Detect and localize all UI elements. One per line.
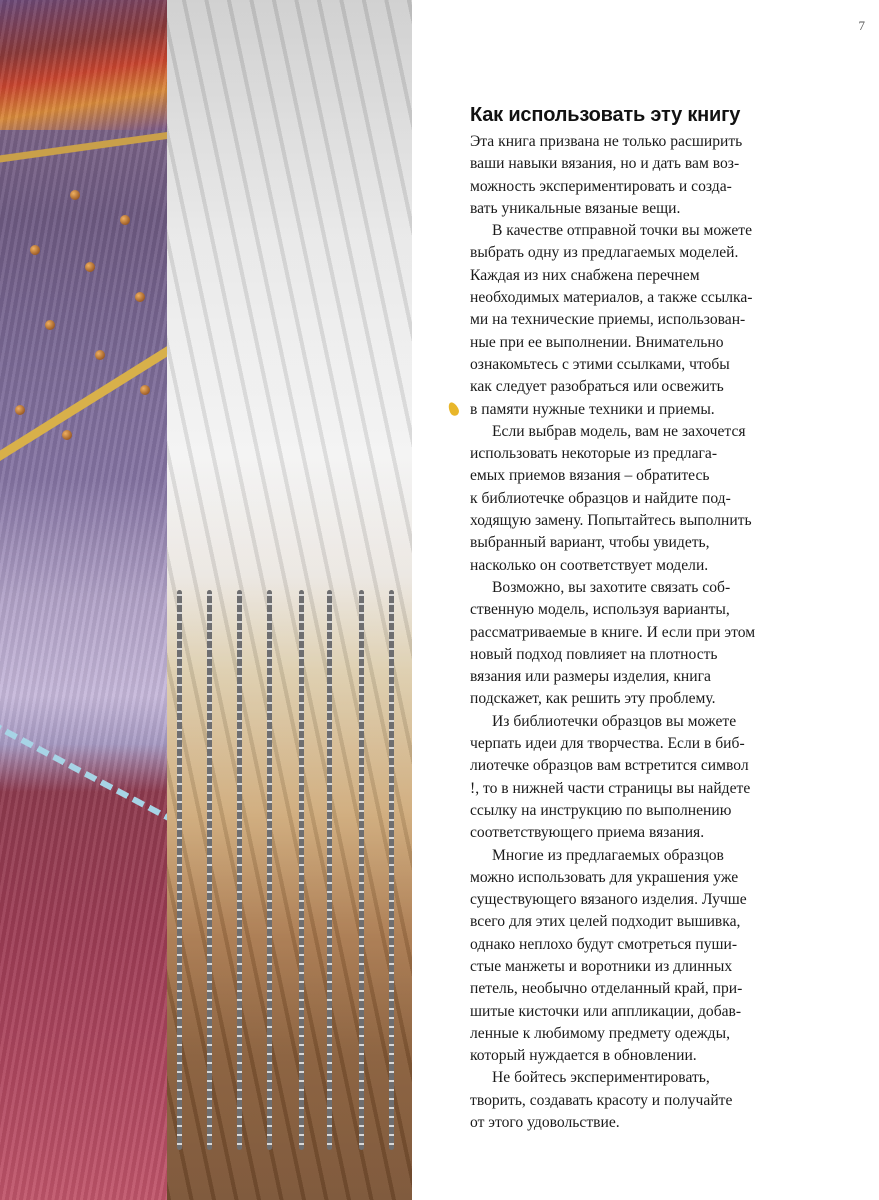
text-line: творить, создавать красоту и получайте [470,1091,733,1109]
text-line: использовать некоторые из предлага- [470,445,718,463]
text-line: емых приемов вязания – обратитесь [470,467,710,485]
text-line: Не бойтесь экспериментировать, [492,1069,710,1087]
bead [45,320,55,330]
page-number: 7 [858,18,865,33]
text-line: вать уникальные вязаные вещи. [470,199,681,217]
text-line: насколько он соответствует модели. [470,556,709,574]
text-line: как следует разобраться или освежить [470,378,724,396]
paragraph [470,220,815,421]
bead-chain [327,590,332,1150]
paragraph [470,131,815,220]
text-line: черпать идеи для творчества. Если в биб- [470,735,745,753]
bead [85,262,95,272]
bead-chain [207,590,212,1150]
bead-chain [267,590,272,1150]
bead [135,292,145,302]
bead [70,190,80,200]
paragraph [470,711,815,845]
paragraph [470,421,815,577]
article-body [470,131,815,1134]
rib-texture [167,0,412,1200]
paragraph [470,845,815,1068]
text-line: выбрать одну из предлагаемых моделей. [470,244,739,262]
text-line: Эта книга призвана не только расширить [470,133,743,150]
text-line: вязания или размеры изделия, книга [470,668,711,686]
text-line: к библиотечке образцов и найдите под- [470,489,731,507]
text-line: лиотечке образцов вам встретится символ [470,757,749,775]
knit-texture [0,0,167,1200]
bead-chain [299,590,304,1150]
text-line: от этого удовольствие. [470,1114,620,1132]
bead [95,350,105,360]
text-line: однако неплохо будут смотреться пуши- [470,935,738,953]
bead [15,405,25,415]
text-line: в памяти нужные техники и приемы. [470,400,715,418]
text-line: ми на технические приемы, использован- [470,311,746,329]
text-line: всего для этих целей подходит вышивка, [470,913,741,931]
text-line: который нуждается в обновлении. [470,1047,697,1065]
text-line: существующего вязаного изделия. Лучше [470,891,747,909]
text-line: можно использовать для украшения уже [470,868,739,886]
text-line: ленные к любимому предмету одежды, [470,1024,730,1042]
text-line: шитые кисточки или аппликации, добав- [470,1002,742,1020]
article [470,104,815,1134]
text-line: стые манжеты и воротники из длинных [470,957,733,975]
text-line: ходящую замену. Попытайтесь выполнить [470,512,752,530]
knitted-swatches-photo [0,0,167,1200]
bead-chain [177,590,182,1150]
text-line: можность экспериментировать и созда- [470,177,732,195]
article-title: Как использовать эту книгу [470,104,741,126]
text-line: Каждая из них снабжена перечнем [470,266,700,284]
text-line: ственную модель, используя варианты, [470,601,730,619]
beaded-knit-photo [167,0,412,1200]
text-line: ные при ее выполнении. Внимательно [470,333,724,351]
text-line: Если выбрав модель, вам не захочется [492,422,746,440]
text-line: необходимых материалов, а также ссылка- [470,289,753,307]
text-line: соответствующего приема вязания. [470,824,705,842]
text-line: !, то в нижней части страницы вы найдете [470,779,751,797]
text-line: ваши навыки вязания, но и дать вам воз- [470,155,740,173]
bead-chain [389,590,394,1150]
bead-chain [237,590,242,1150]
text-line: выбранный вариант, чтобы увидеть, [470,534,710,552]
text-line: В качестве отправной точки вы можете [492,222,753,240]
bead [120,215,130,225]
bead [62,430,72,440]
leaf-marker-icon [446,401,460,417]
bead [140,385,150,395]
text-line: Многие из предлагаемых образцов [492,846,724,864]
text-line: ссылку на инструкцию по выполнению [470,801,732,819]
text-line: рассматриваемые в книге. И если при этом [470,623,756,641]
text-line: подскажет, как решить эту проблему. [470,690,716,708]
bead-chain [359,590,364,1150]
paragraph [470,1067,815,1134]
text-line: петель, необычно отделанный край, при- [470,980,743,998]
text-line: Возможно, вы захотите связать соб- [492,578,731,596]
bead [30,245,40,255]
text-line: Из библиотечки образцов вы можете [492,712,737,730]
paragraph [470,577,815,711]
text-line: новый подход повлияет на плотность [470,645,718,663]
text-line: ознакомьтесь с этими ссылками, чтобы [470,355,730,373]
